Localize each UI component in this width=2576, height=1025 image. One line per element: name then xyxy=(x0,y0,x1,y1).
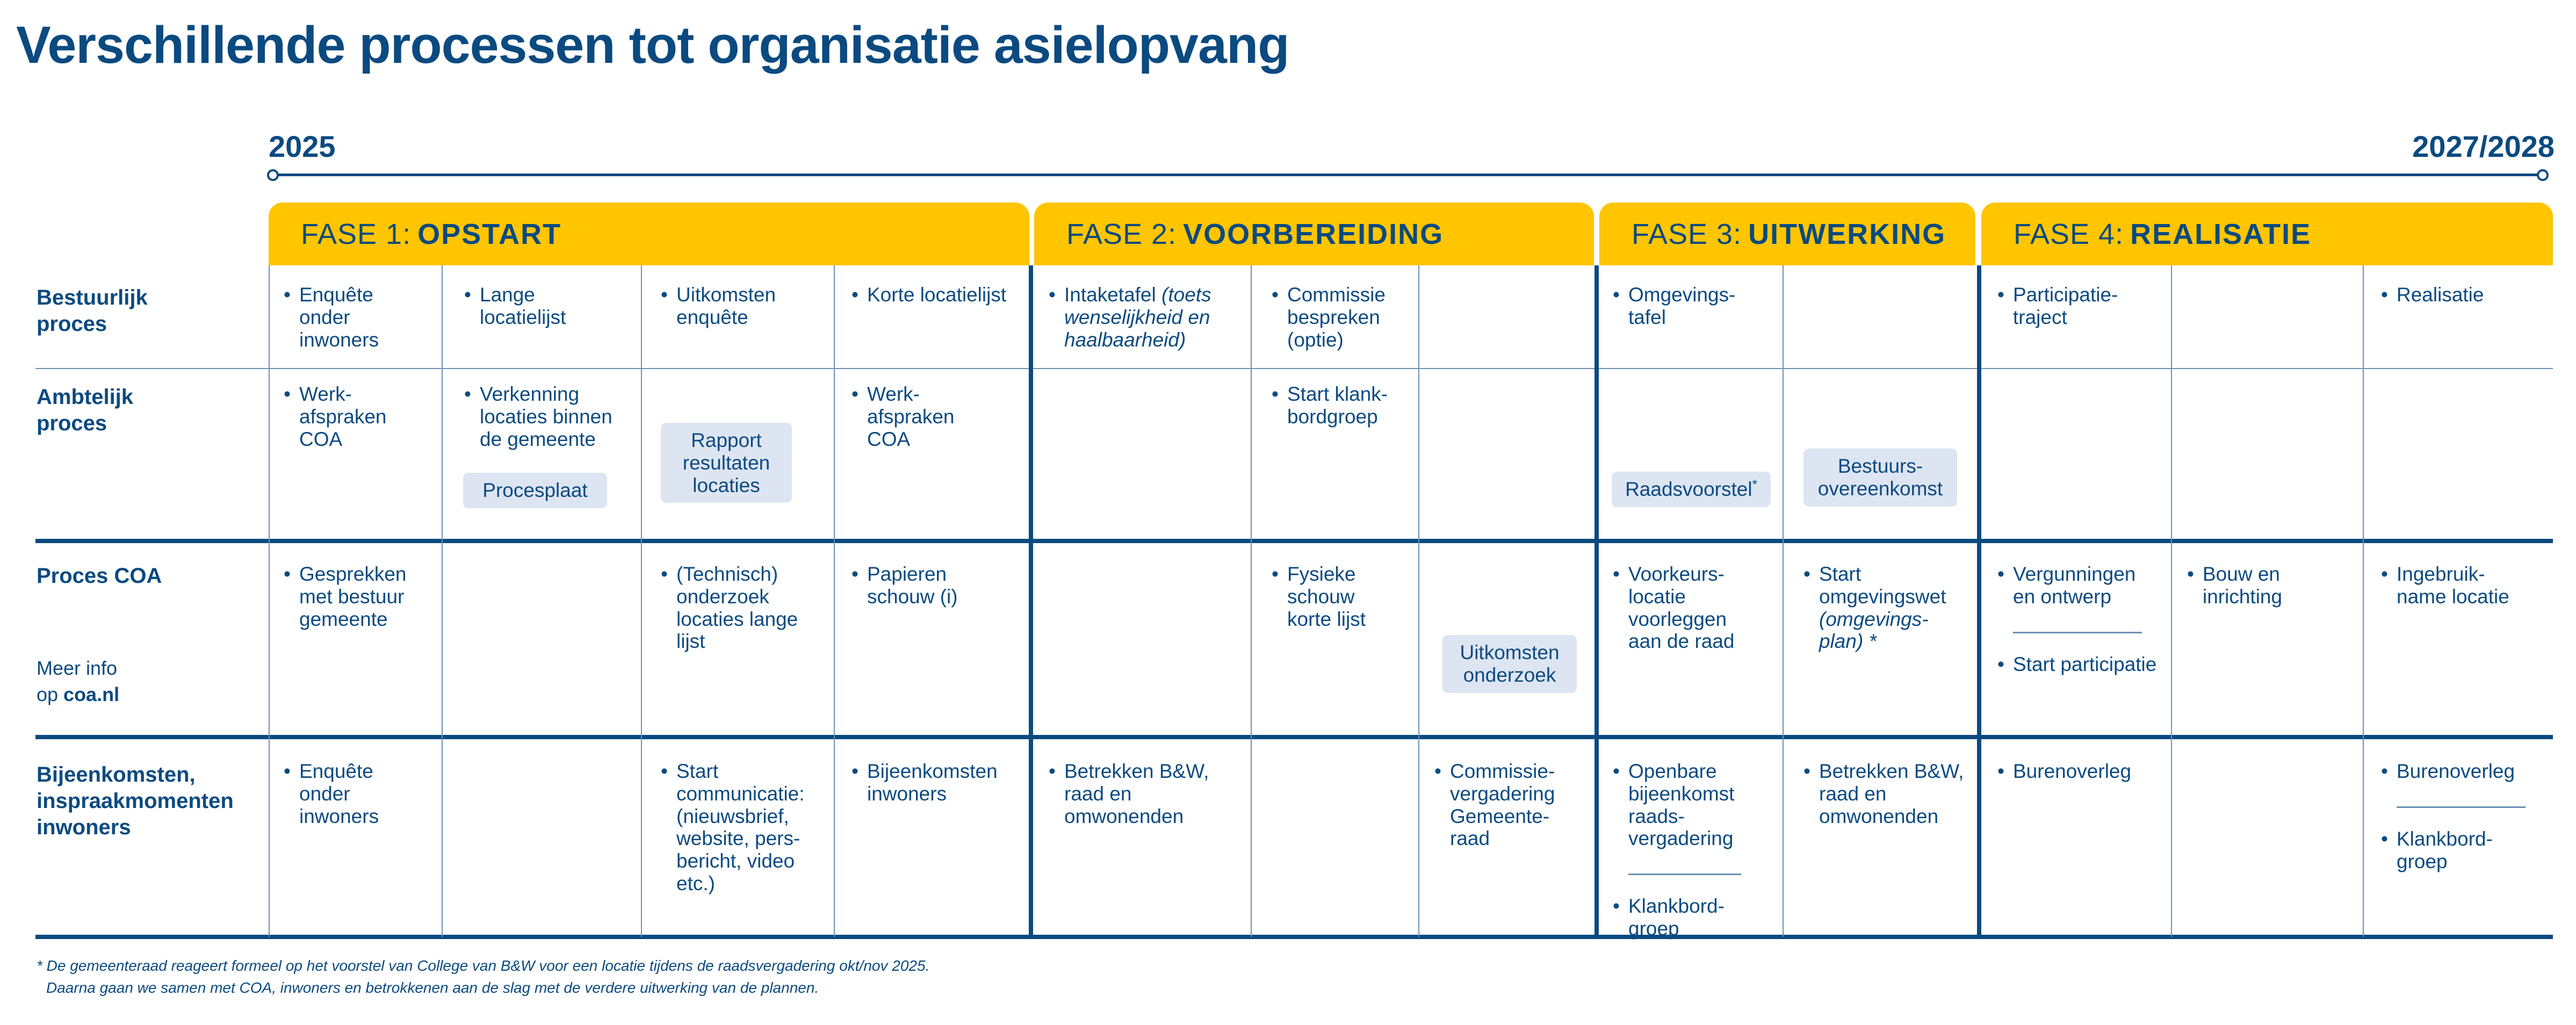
list-item: • Start klank- bordgroep xyxy=(1272,383,1406,428)
list-item: • Enquête onder inwoners xyxy=(284,284,418,351)
cell-coa-6 xyxy=(1272,563,1395,630)
cell-bijeenkomsten-4 xyxy=(852,760,1018,805)
phase-3-header xyxy=(1599,203,1975,265)
list-item: • (Technisch) onderzoek locaties lange lijst xyxy=(661,563,800,653)
coa-more-info-line xyxy=(37,682,119,708)
column-divider xyxy=(2363,265,2364,937)
bestuursovereenkomst-badge: Bestuurs- overeenkomst xyxy=(1803,449,1957,507)
list-item: • Bijeenkomsten inwoners xyxy=(852,760,1018,805)
cell-bijeenkomsten-12 xyxy=(2381,760,2537,872)
column-divider xyxy=(442,265,443,937)
uitkomsten-onderzoek-badge: Uitkomsten onderzoek xyxy=(1442,635,1577,693)
cell-bestuurlijk-3 xyxy=(661,284,817,329)
cell-bijeenkomsten-3 xyxy=(661,760,817,895)
list-item: • Start communicatie: (nieuwsbrief, website, pers- bericht, video etc.) xyxy=(661,760,817,895)
page-title: Verschillende processen tot organisatie asielopvang xyxy=(16,16,1289,74)
cell-ambtelijk-2 xyxy=(464,383,625,450)
list-item: • Verkenning locaties binnen de gemeente xyxy=(464,383,625,450)
column-divider xyxy=(1783,265,1784,937)
phase-3-name: UITWERKING xyxy=(1748,218,1946,250)
list-item: • Betrekken B&W, raad en omwonenden xyxy=(1049,760,1221,827)
list-item: • Fysieke schouw korte lijst xyxy=(1272,563,1395,630)
cell-ambtelijk-6 xyxy=(1272,383,1406,428)
cell-coa-9 xyxy=(1803,563,1965,653)
list-item: • Werk- afspraken COA xyxy=(852,383,986,450)
phase-2-header xyxy=(1034,203,1594,265)
coa-more-info-prefix: op xyxy=(37,683,64,705)
procesplaat-badge: Procesplaat xyxy=(463,473,607,508)
footnote-line: Daarna gaan we samen met COA, inwoners en betrokkenen aan de slag met de verdere uitwerking van de plannen. xyxy=(46,979,819,996)
column-divider xyxy=(1251,265,1252,937)
list-item: • Bouw en inrichting xyxy=(2187,563,2332,608)
column-divider xyxy=(834,265,835,937)
phase-1-number: FASE 1: xyxy=(301,218,412,250)
cell-coa-8 xyxy=(1613,563,1752,653)
row-header-line: Bestuurlijk xyxy=(37,286,148,309)
column-divider xyxy=(269,265,270,937)
raadsvoorstel-badge xyxy=(1612,472,1771,507)
cell-bijeenkomsten-7 xyxy=(1434,760,1579,850)
phase-4-name: REALISATIE xyxy=(2130,218,2312,250)
list-item: • Lange locatielijst xyxy=(464,284,620,329)
coa-more-info-line: Meer info xyxy=(37,657,118,679)
cell-bestuurlijk-8 xyxy=(1613,284,1758,329)
timeline-line xyxy=(274,174,2544,176)
list-item xyxy=(1049,284,1237,351)
timeline-end-dot xyxy=(2537,169,2549,181)
phase-4-number: FASE 4: xyxy=(2014,218,2124,250)
column-divider xyxy=(641,265,642,937)
list-item: • Klankbord- groep xyxy=(1613,895,1752,940)
list-item: • Korte locatielijst xyxy=(852,284,1007,306)
phase-1-header xyxy=(269,203,1029,265)
item-text-italic: (toets wenselijkheid en haalbaarheid) xyxy=(1064,284,1211,351)
phase-2-name: VOORBEREIDING xyxy=(1183,218,1444,250)
row-divider-thick xyxy=(35,539,2553,543)
column-divider xyxy=(1418,265,1419,937)
list-item: • Omgevings- tafel xyxy=(1613,284,1758,329)
list-item: • Realisatie xyxy=(2381,284,2537,306)
phase-4-header xyxy=(1981,203,2553,265)
row-header-line: inspraakmomenten xyxy=(37,789,234,813)
list-item: • Betrekken B&W, raad en omwonenden xyxy=(1803,760,1965,827)
row-header-coa: Proces COA xyxy=(37,564,162,588)
list-item: • Openbare bijeenkomst raads- vergadering xyxy=(1613,760,1752,850)
timeline-start-label: 2025 xyxy=(269,129,336,163)
item-text: Start omgevingswet xyxy=(1819,563,1946,608)
cell-coa-11 xyxy=(2187,563,2332,608)
list-item: • Vergunningen en ontwerp xyxy=(1997,563,2159,608)
list-item: • Start participatie xyxy=(1997,653,2159,676)
cell-bestuurlijk-4 xyxy=(852,284,1007,306)
row-divider-thick xyxy=(35,735,2553,739)
row-header-line: inwoners xyxy=(37,815,131,839)
timeline-start-dot xyxy=(267,169,279,181)
list-item: • Enquête onder inwoners xyxy=(284,760,418,827)
list-item: • Gesprekken met bestuur gemeente xyxy=(284,563,429,630)
cell-coa-1 xyxy=(284,563,429,630)
row-header-line: proces xyxy=(37,312,107,336)
rapport-resultaten-badge: Rapport resultaten locaties xyxy=(661,423,792,503)
list-item: • Uitkomsten enquête xyxy=(661,284,817,329)
phase-3-number: FASE 3: xyxy=(1632,218,1742,250)
item-text-italic: (omgevings- plan) * xyxy=(1819,608,1929,653)
row-header-line: Ambtelijk xyxy=(37,385,134,409)
phase-divider xyxy=(1977,265,1981,937)
row-header-ambtelijk xyxy=(37,384,133,437)
row-header-bijeenkomsten xyxy=(37,762,234,840)
column-divider xyxy=(2171,265,2172,937)
row-header-line: proces xyxy=(37,411,107,435)
list-item: • Commissie- vergadering Gemeente- raad xyxy=(1434,760,1579,850)
timeline-end-label: 2027/2028 xyxy=(2412,129,2555,163)
cell-bestuurlijk-1 xyxy=(284,284,418,351)
phase-divider xyxy=(1029,265,1033,937)
cell-bijeenkomsten-10 xyxy=(1997,760,2153,783)
footnote-marker: * xyxy=(1752,477,1757,492)
footnote-line: * De gemeenteraad reageert formeel op het voorstel van College van B&W voor een locatie tijdens de raadsvergadering okt/nov 2025. xyxy=(37,957,930,974)
list-item: • Burenoverleg xyxy=(2381,760,2537,783)
cell-coa-3 xyxy=(661,563,800,653)
footnote xyxy=(37,955,929,999)
item-separator xyxy=(1628,874,1741,875)
cell-coa-12 xyxy=(2381,563,2537,608)
list-item: • Werk- afspraken COA xyxy=(284,383,418,450)
list-item: • Klankbord- groep xyxy=(2381,828,2537,873)
row-divider xyxy=(35,368,2553,369)
cell-coa-4 xyxy=(852,563,986,608)
cell-bijeenkomsten-9 xyxy=(1803,760,1965,827)
cell-bestuurlijk-10 xyxy=(1997,284,2148,329)
cell-ambtelijk-4 xyxy=(852,383,986,450)
cell-ambtelijk-1 xyxy=(284,383,418,450)
list-item: • Participatie- traject xyxy=(1997,284,2148,329)
phase-1-name: OPSTART xyxy=(417,218,562,250)
cell-coa-10 xyxy=(1997,563,2159,675)
list-item xyxy=(1803,563,1965,653)
phase-2-number: FASE 2: xyxy=(1066,218,1177,250)
item-separator xyxy=(2013,632,2142,633)
cell-bestuurlijk-12 xyxy=(2381,284,2537,306)
item-separator xyxy=(2397,806,2526,808)
cell-bijeenkomsten-1 xyxy=(284,760,418,827)
list-item: • Burenoverleg xyxy=(1997,760,2153,783)
list-item: • Commissie bespreken (optie) xyxy=(1272,284,1406,351)
row-header-line: Bijeenkomsten, xyxy=(37,763,196,786)
list-item: • Voorkeurs- locatie voorleggen aan de raad xyxy=(1613,563,1752,653)
phase-divider xyxy=(1594,265,1599,937)
cell-bestuurlijk-5 xyxy=(1049,284,1237,351)
cell-bijeenkomsten-8 xyxy=(1613,760,1752,940)
cell-bestuurlijk-2 xyxy=(464,284,620,329)
badge-text: Raadsvoorstel xyxy=(1625,478,1752,500)
row-header-bestuurlijk xyxy=(37,285,148,337)
cell-bijeenkomsten-5 xyxy=(1049,760,1221,827)
cell-bestuurlijk-6 xyxy=(1272,284,1406,351)
item-text: Intaketafel xyxy=(1064,284,1162,306)
table-bottom-border xyxy=(35,935,2553,939)
list-item: • Ingebruik- name locatie xyxy=(2381,563,2537,608)
list-item: • Papieren schouw (i) xyxy=(852,563,986,608)
coa-more-info xyxy=(37,655,119,708)
coa-link[interactable]: coa.nl xyxy=(63,683,120,705)
